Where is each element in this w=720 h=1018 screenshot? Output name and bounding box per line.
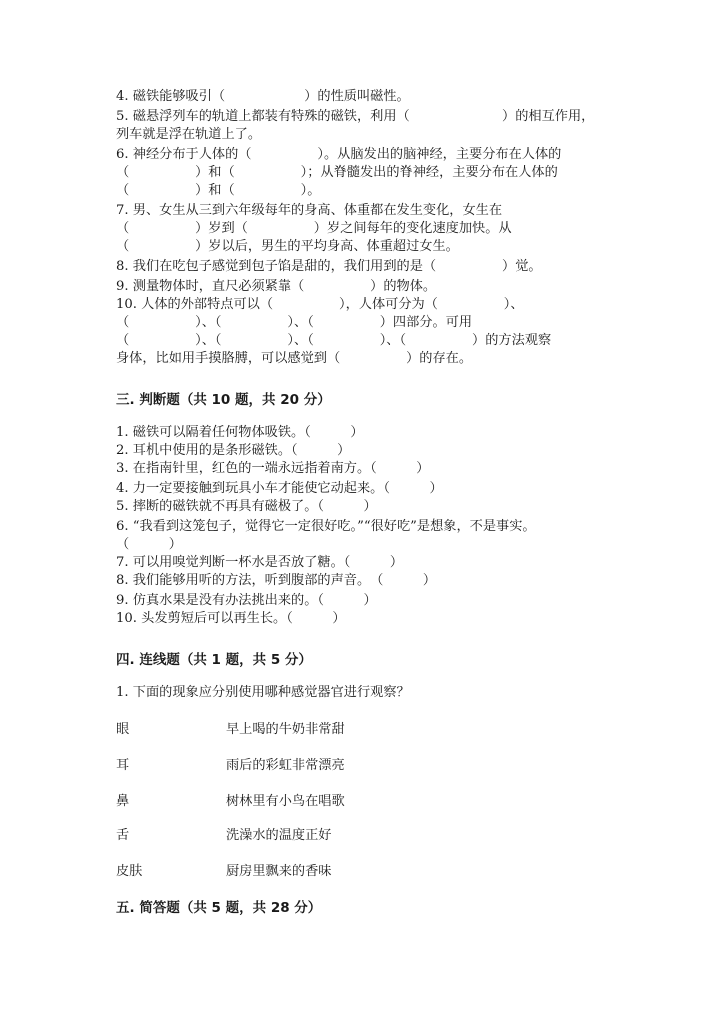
judgment-item: 9. 仿真水果是没有办法挑出来的。（ ） xyxy=(116,593,377,608)
fill-in-line: （ ）岁到（ ）岁之间每年的变化速度加快。从 xyxy=(116,221,512,236)
fill-in-line: 列车就是浮在轨道上了。 xyxy=(116,127,262,142)
section-title-short-answer: 五. 简答题（共 5 题，共 28 分） xyxy=(116,900,322,916)
judgment-item: 2. 耳机中使用的是条形磁铁。（ ） xyxy=(116,443,351,458)
organ-label: 皮肤 xyxy=(116,864,143,879)
phenomenon-label: 树林里有小鸟在唱歌 xyxy=(226,794,345,809)
judgment-item: 4. 力一定要接触到玩具小车才能使它动起来。（ ） xyxy=(116,481,443,496)
fill-in-line: 8. 我们在吃包子感觉到包子馅是甜的，我们用到的是（ ）觉。 xyxy=(116,259,542,274)
organ-label: 鼻 xyxy=(116,794,130,809)
judgment-item: 7. 可以用嗅觉判断一杯水是否放了糖。（ ） xyxy=(116,555,404,570)
fill-in-line: （ ）、（ ）、（ ）、（ ）的方法观察 xyxy=(116,333,552,348)
judgment-item: （ ） xyxy=(116,537,182,552)
judgment-item: 8. 我们能够用听的方法，听到腹部的声音。 （ ） xyxy=(116,573,437,588)
phenomenon-label: 厨房里飘来的香味 xyxy=(226,864,332,879)
fill-in-line: 7. 男、女生从三到六年级每年的身高、体重都在发生变化，女生在 xyxy=(116,203,503,218)
matching-question: 1. 下面的现象应分别使用哪种感觉器官进行观察？ xyxy=(116,685,410,700)
fill-in-line: 5. 磁悬浮列车的轨道上都装有特殊的磁铁，利用（ ）的相互作用， xyxy=(116,109,595,124)
judgment-item: 6. “我看到这笼包子，觉得它一定很好吃。”“很好吃”是想象，不是事实。 xyxy=(116,519,536,534)
organ-label: 耳 xyxy=(116,758,130,773)
judgment-item: 10. 头发剪短后可以再生长。（ ） xyxy=(116,611,346,626)
fill-in-line: （ ）岁以后，男生的平均身高、体重超过女生。 xyxy=(116,239,459,254)
organ-label: 眼 xyxy=(116,722,130,737)
judgment-item: 5. 摔断的磁铁就不再具有磁极了。（ ） xyxy=(116,499,377,514)
fill-in-line: 9. 测量物体时，直尺必须紧靠（ ）的物体。 xyxy=(116,279,437,294)
fill-in-line: 4. 磁铁能够吸引（ ）的性质叫磁性。 xyxy=(116,89,410,104)
fill-in-line: （ ）、（ ）、（ ）四部分。可用 xyxy=(116,315,473,330)
phenomenon-label: 洗澡水的温度正好 xyxy=(226,828,332,843)
judgment-item: 3. 在指南针里，红色的一端永远指着南方。（ ） xyxy=(116,461,430,476)
judgment-item: 1. 磁铁可以隔着任何物体吸铁。（ ） xyxy=(116,425,364,440)
fill-in-line: （ ）和（ ）；从脊髓发出的脊神经，主要分布在人体的 xyxy=(116,165,558,180)
section-title-matching: 四. 连线题（共 1 题，共 5 分） xyxy=(116,652,312,668)
phenomenon-label: 雨后的彩虹非常漂亮 xyxy=(226,758,345,773)
section-title-judgment: 三. 判断题（共 10 题，共 20 分） xyxy=(116,392,331,408)
fill-in-line: （ ）和（ ）。 xyxy=(116,183,321,198)
phenomenon-label: 早上喝的牛奶非常甜 xyxy=(226,722,345,737)
fill-in-line: 身体，比如用手摸胳膊，可以感觉到（ ）的存在。 xyxy=(116,351,473,366)
fill-in-line: 10. 人体的外部特点可以（ ），人体可分为（ ）、 xyxy=(116,297,524,312)
organ-label: 舌 xyxy=(116,828,130,843)
fill-in-line: 6. 神经分布于人体的（ ）。从脑发出的脑神经，主要分布在人体的 xyxy=(116,147,562,162)
